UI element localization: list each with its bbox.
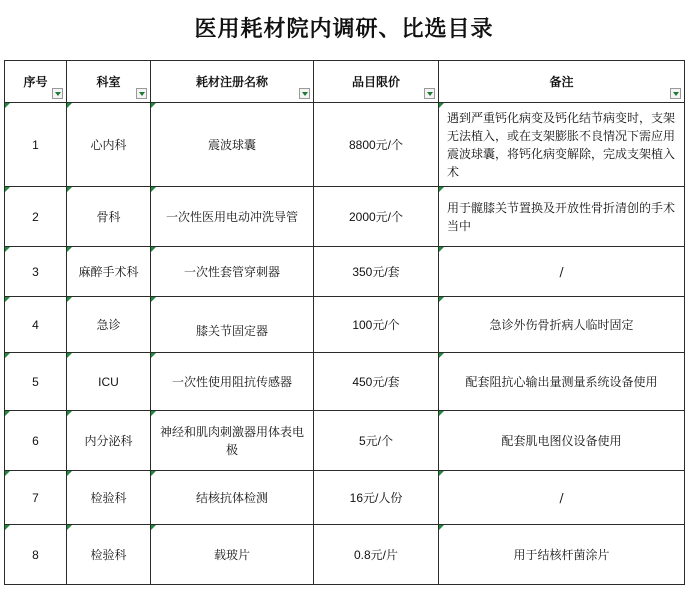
cell-comment-marker <box>151 353 156 358</box>
cell-price[interactable]: 2000元/个 <box>314 187 439 247</box>
header-seq[interactable] <box>5 61 67 103</box>
cell-dept[interactable]: 内分泌科 <box>67 411 151 471</box>
cell-item[interactable]: 一次性套管穿刺器 <box>151 247 314 297</box>
cell-dept[interactable]: 心内科 <box>67 103 151 187</box>
header-price-label: 品目限价 <box>351 74 400 89</box>
cell-comment-marker <box>151 411 156 416</box>
cell-note[interactable]: / <box>439 471 685 525</box>
cell-item[interactable]: 震波球囊 <box>151 103 314 187</box>
cell-seq[interactable]: 2 <box>5 187 67 247</box>
cell-comment-marker <box>5 411 10 416</box>
cell-seq[interactable]: 3 <box>5 247 67 297</box>
cell-comment-marker <box>439 525 444 530</box>
cell-comment-marker <box>5 297 10 302</box>
cell-dept[interactable]: 麻醉手术科 <box>67 247 151 297</box>
cell-item[interactable]: 神经和肌肉刺激器用体表电极 <box>151 411 314 471</box>
table-row <box>5 525 685 585</box>
cell-comment-marker <box>5 353 10 358</box>
cell-item[interactable]: 膝关节固定器 <box>151 297 314 353</box>
cell-seq[interactable]: 5 <box>5 353 67 411</box>
cell-note[interactable]: 用于结核杆菌涂片 <box>439 525 685 585</box>
cell-price[interactable]: 350元/套 <box>314 247 439 297</box>
catalog-table <box>4 60 685 585</box>
cell-price[interactable]: 0.8元/片 <box>314 525 439 585</box>
cell-comment-marker <box>5 187 10 192</box>
cell-price[interactable]: 8800元/个 <box>314 103 439 187</box>
filter-dropdown-icon[interactable] <box>299 88 310 99</box>
cell-comment-marker <box>67 247 72 252</box>
cell-comment-marker <box>439 411 444 416</box>
cell-comment-marker <box>151 297 156 302</box>
cell-comment-marker <box>151 525 156 530</box>
cell-comment-marker <box>67 471 72 476</box>
cell-note[interactable]: 急诊外伤骨折病人临时固定 <box>439 297 685 353</box>
table-row <box>5 247 685 297</box>
cell-price[interactable]: 5元/个 <box>314 411 439 471</box>
cell-price[interactable]: 100元/个 <box>314 297 439 353</box>
cell-note[interactable]: 用于髋膝关节置换及开放性骨折清创的手术当中 <box>439 187 685 247</box>
cell-note[interactable]: 配套阻抗心输出量测量系统设备使用 <box>439 353 685 411</box>
header-item[interactable] <box>151 61 314 103</box>
cell-comment-marker <box>5 103 10 108</box>
cell-comment-marker <box>151 471 156 476</box>
cell-comment-marker <box>439 103 444 108</box>
cell-comment-marker <box>439 297 444 302</box>
cell-dept[interactable]: 急诊 <box>67 297 151 353</box>
cell-comment-marker <box>5 247 10 252</box>
header-price[interactable] <box>314 61 439 103</box>
cell-comment-marker <box>5 525 10 530</box>
cell-price[interactable]: 16元/人份 <box>314 471 439 525</box>
filter-dropdown-icon[interactable] <box>424 88 435 99</box>
cell-comment-marker <box>439 353 444 358</box>
cell-note[interactable]: 遇到严重钙化病变及钙化结节病变时，支架无法植入，或在支架膨胀不良情况下需应用震波球囊，将钙化病变解除，完成支架植入术 <box>439 103 685 187</box>
page-title: 医用耗材院内调研、比选目录 <box>194 16 494 42</box>
header-seq-label: 序号 <box>23 74 48 89</box>
filter-dropdown-icon[interactable] <box>136 88 147 99</box>
table-row <box>5 187 685 247</box>
cell-comment-marker <box>439 247 444 252</box>
table-row <box>5 103 685 187</box>
cell-comment-marker <box>151 247 156 252</box>
cell-comment-marker <box>151 187 156 192</box>
table-row <box>5 471 685 525</box>
cell-dept[interactable]: 检验科 <box>67 525 151 585</box>
cell-comment-marker <box>151 103 156 108</box>
cell-dept[interactable]: 骨科 <box>67 187 151 247</box>
table-row <box>5 411 685 471</box>
cell-seq[interactable]: 7 <box>5 471 67 525</box>
cell-seq[interactable]: 8 <box>5 525 67 585</box>
cell-seq[interactable]: 6 <box>5 411 67 471</box>
cell-note[interactable]: / <box>439 247 685 297</box>
cell-item[interactable]: 载玻片 <box>151 525 314 585</box>
cell-item[interactable]: 一次性使用阻抗传感器 <box>151 353 314 411</box>
cell-comment-marker <box>439 187 444 192</box>
cell-comment-marker <box>67 411 72 416</box>
cell-dept[interactable]: ICU <box>67 353 151 411</box>
cell-item[interactable]: 结核抗体检测 <box>151 471 314 525</box>
cell-comment-marker <box>439 471 444 476</box>
header-note-label: 备注 <box>549 74 574 89</box>
cell-dept[interactable]: 检验科 <box>67 471 151 525</box>
cell-comment-marker <box>67 525 72 530</box>
cell-comment-marker <box>5 471 10 476</box>
cell-comment-marker <box>67 297 72 302</box>
filter-dropdown-icon[interactable] <box>670 88 681 99</box>
header-row <box>5 61 685 103</box>
cell-price[interactable]: 450元/套 <box>314 353 439 411</box>
cell-seq[interactable]: 1 <box>5 103 67 187</box>
cell-comment-marker <box>67 103 72 108</box>
cell-note[interactable]: 配套肌电图仪设备使用 <box>439 411 685 471</box>
filter-dropdown-icon[interactable] <box>52 88 63 99</box>
cell-comment-marker <box>67 187 72 192</box>
cell-comment-marker <box>67 353 72 358</box>
header-dept[interactable] <box>67 61 151 103</box>
header-note[interactable] <box>439 61 685 103</box>
cell-seq[interactable]: 4 <box>5 297 67 353</box>
header-dept-label: 科室 <box>96 74 121 89</box>
table-row <box>5 297 685 353</box>
cell-item[interactable]: 一次性医用电动冲洗导管 <box>151 187 314 247</box>
table-row <box>5 353 685 411</box>
header-item-label: 耗材注册名称 <box>195 74 268 89</box>
